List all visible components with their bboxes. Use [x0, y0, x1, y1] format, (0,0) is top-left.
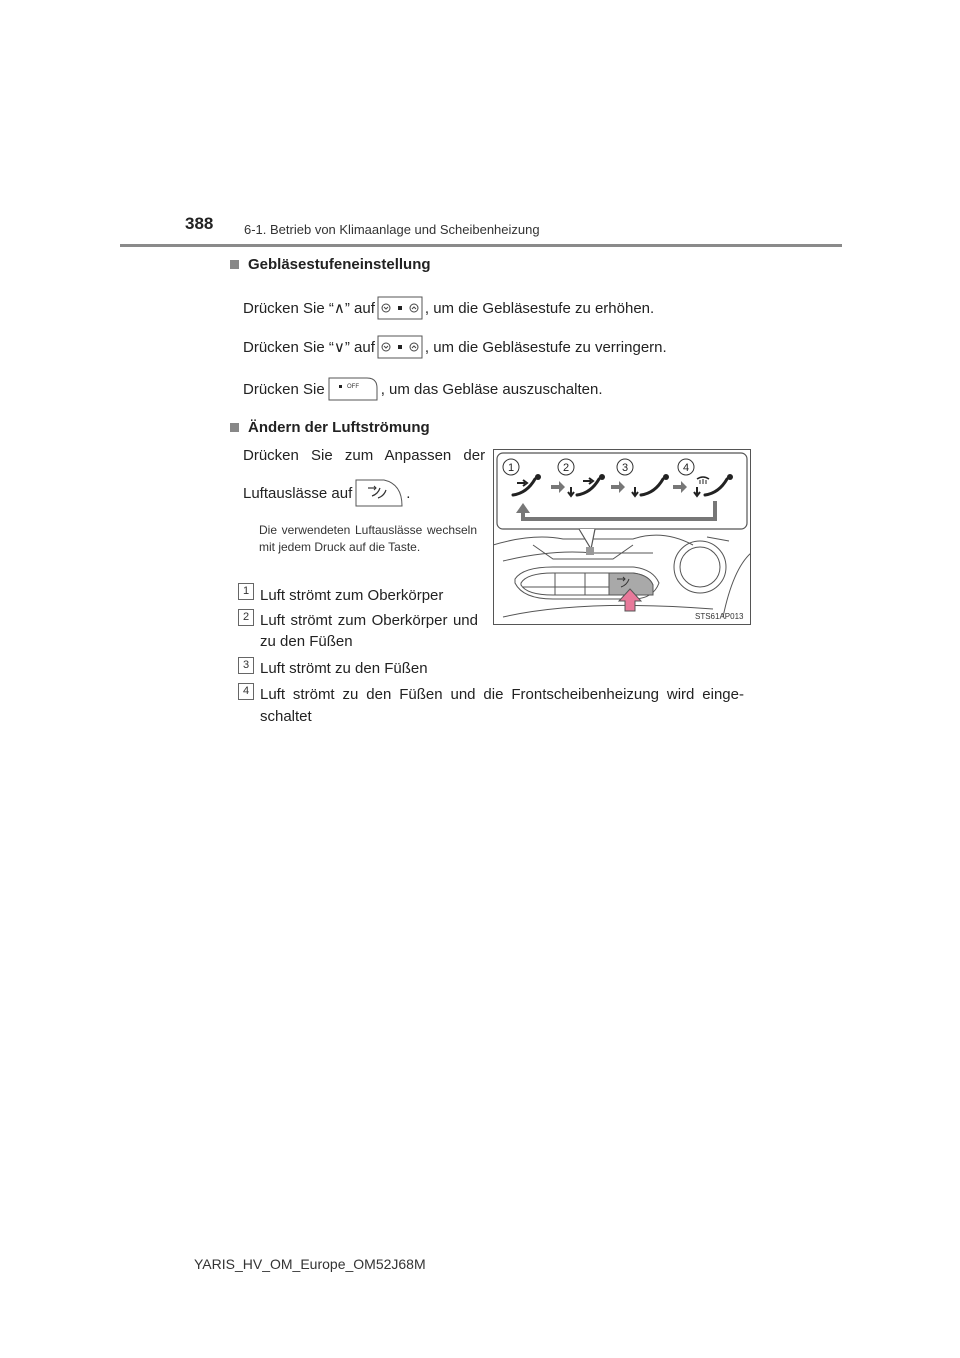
- list-item-continued: schaltet: [260, 708, 312, 725]
- mode-number: 3: [621, 462, 629, 474]
- fan-speed-button-icon: [377, 335, 423, 359]
- list-item: Luft strömt zum Oberkörper und: [260, 612, 478, 629]
- figure-code: STS61AP013: [695, 612, 744, 621]
- mode-number: 1: [507, 462, 515, 474]
- fan-off-line: Drücken Sie OFF , um das Gebläse auszuschalten.: [243, 376, 603, 402]
- list-item: Luft strömt zum Oberkörper: [260, 587, 444, 604]
- section-title: 6-1. Betrieb von Klimaanlage und Scheibenheizung: [244, 222, 540, 237]
- airflow-mode-button-icon: [354, 478, 404, 508]
- list-number-badge: 3: [238, 657, 254, 674]
- list-item: Luft strömt zu den Füßen und die Frontscheibenheizung wird einge-: [260, 686, 744, 703]
- fan-decrease-line: Drücken Sie “ ∨ ” auf , um die Gebläsestufe zu verringern.: [243, 335, 667, 359]
- list-number-badge: 1: [238, 583, 254, 600]
- heading-square-icon: [230, 260, 239, 269]
- mode-number: 2: [562, 462, 570, 474]
- page-number: 388: [185, 214, 214, 233]
- airflow-note: Die verwendeten Luftauslässe wechseln mit jedem Druck auf die Taste.: [259, 523, 477, 554]
- list-number-badge: 4: [238, 683, 254, 700]
- list-item: Luft strömt zu den Füßen: [260, 660, 428, 677]
- fan-off-label: OFF: [346, 384, 359, 390]
- fan-off-button-icon: [327, 376, 379, 402]
- heading-square-icon: [230, 423, 239, 432]
- fan-speed-heading: Gebläsestufeneinstellung: [228, 256, 431, 273]
- list-number-badge: 2: [238, 609, 254, 626]
- mode-number: 4: [682, 462, 690, 474]
- list-item-continued: zu den Füßen: [260, 633, 353, 650]
- airflow-heading: Ändern der Luftströmung: [228, 419, 430, 436]
- airflow-intro-line1: Drücken Sie zum Anpassen der: [243, 447, 486, 464]
- airflow-mode-illustration: [493, 449, 751, 625]
- fan-increase-line: Drücken Sie “ ∧ ” auf , um die Gebläsestufe zu erhöhen.: [243, 296, 654, 320]
- fan-speed-button-icon: [377, 296, 423, 320]
- airflow-intro-line2: Luftauslässe auf .: [243, 478, 410, 508]
- display-indicator: [586, 547, 594, 555]
- header-divider: [120, 244, 842, 247]
- document-id: YARIS_HV_OM_Europe_OM52J68M: [194, 1256, 426, 1272]
